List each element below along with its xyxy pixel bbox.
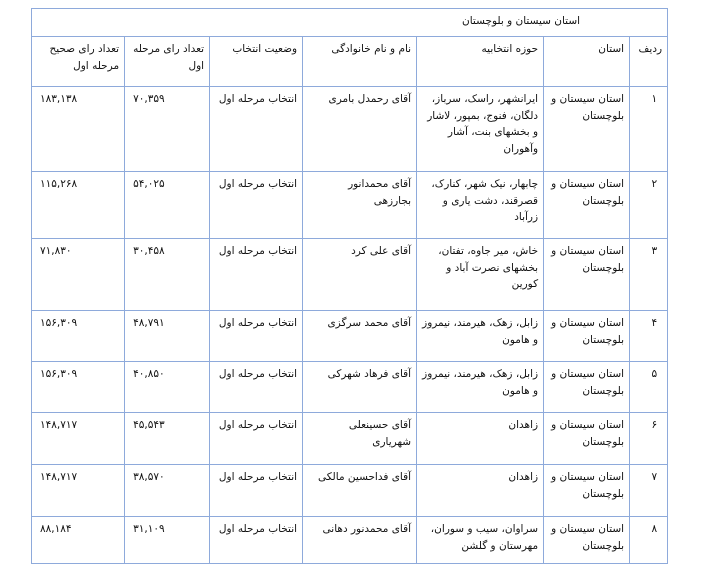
cell-status: انتخاب مرحله اول [210, 413, 303, 465]
cell-status: انتخاب مرحله اول [210, 311, 303, 362]
cell-valid-votes: ۱۴۸,۷۱۷ [32, 413, 125, 465]
cell-valid-votes: ۱۵۶,۳۰۹ [32, 311, 125, 362]
cell-status: انتخاب مرحله اول [210, 465, 303, 517]
cell-status: انتخاب مرحله اول [210, 362, 303, 413]
cell-constituency: سراوان، سیب و سوران، مهرستان و گلشن [417, 517, 544, 564]
header-valid-votes-first-round: تعداد رای صحیح مرحله اول [32, 37, 125, 87]
header-votes-first-round: تعداد رای مرحله اول [125, 37, 210, 87]
cell-province: استان سیستان و بلوچستان [544, 413, 630, 465]
cell-votes: ۳۰,۴۵۸ [125, 239, 210, 311]
cell-row-index: ۵ [630, 362, 668, 413]
cell-name: آقای فداحسین مالکی [303, 465, 417, 517]
cell-name: آقای فرهاد شهرکی [303, 362, 417, 413]
cell-constituency: زاهدان [417, 465, 544, 517]
cell-status: انتخاب مرحله اول [210, 87, 303, 172]
header-province: استان [544, 37, 630, 87]
header-constituency: حوزه انتخابیه [417, 37, 544, 87]
cell-province: استان سیستان و بلوچستان [544, 311, 630, 362]
cell-province: استان سیستان و بلوچستان [544, 517, 630, 564]
table-row [32, 172, 668, 239]
table-row [32, 413, 668, 465]
cell-valid-votes: ۸۸,۱۸۴ [32, 517, 125, 564]
cell-votes: ۴۰,۸۵۰ [125, 362, 210, 413]
cell-row-index: ۶ [630, 413, 668, 465]
cell-status: انتخاب مرحله اول [210, 517, 303, 564]
cell-province: استان سیستان و بلوچستان [544, 362, 630, 413]
cell-votes: ۵۴,۰۲۵ [125, 172, 210, 239]
cell-constituency: زابل، زهک، هیرمند، نیمروز و هامون [417, 362, 544, 413]
cell-votes: ۴۸,۷۹۱ [125, 311, 210, 362]
cell-row-index: ۳ [630, 239, 668, 311]
cell-name: آقای محمدانور بجارزهی [303, 172, 417, 239]
results-table-container [31, 8, 667, 564]
cell-name: آقای علی کرد [303, 239, 417, 311]
cell-valid-votes: ۱۸۳,۱۳۸ [32, 87, 125, 172]
header-row-index: ردیف [630, 37, 668, 87]
cell-row-index: ۷ [630, 465, 668, 517]
table-row [32, 465, 668, 517]
results-table [31, 8, 668, 564]
table-row [32, 362, 668, 413]
cell-constituency: خاش، میر جاوه، تفتان، بخشهای نصرت آباد و کورین [417, 239, 544, 311]
table-row [32, 87, 668, 172]
table-row [32, 311, 668, 362]
cell-status: انتخاب مرحله اول [210, 239, 303, 311]
cell-name: آقای رحمدل بامری [303, 87, 417, 172]
header-row [32, 37, 668, 87]
table-row [32, 517, 668, 564]
cell-constituency: ایرانشهر، راسک، سرباز، دلگان، فنوج، بمپور، لاشار و بخشهای بنت، آشار وآهوران [417, 87, 544, 172]
table-title-cell [32, 9, 668, 37]
cell-row-index: ۸ [630, 517, 668, 564]
cell-province: استان سیستان و بلوچستان [544, 465, 630, 517]
cell-constituency: چابهار، نیک شهر، کنارک، قصرقند، دشت یاری و زرآباد [417, 172, 544, 239]
cell-votes: ۴۵,۵۴۳ [125, 413, 210, 465]
cell-constituency: زابل، زهک، هیرمند، نیمروز و هامون [417, 311, 544, 362]
cell-row-index: ۱ [630, 87, 668, 172]
cell-status: انتخاب مرحله اول [210, 172, 303, 239]
cell-votes: ۷۰,۳۵۹ [125, 87, 210, 172]
cell-province: استان سیستان و بلوچستان [544, 172, 630, 239]
cell-row-index: ۲ [630, 172, 668, 239]
cell-valid-votes: ۱۴۸,۷۱۷ [32, 465, 125, 517]
cell-province: استان سیستان و بلوچستان [544, 87, 630, 172]
cell-valid-votes: ۷۱,۸۳۰ [32, 239, 125, 311]
cell-votes: ۳۱,۱۰۹ [125, 517, 210, 564]
cell-row-index: ۴ [630, 311, 668, 362]
cell-name: آقای محمدنور دهانی [303, 517, 417, 564]
cell-name: آقای حسینعلی شهریاری [303, 413, 417, 465]
cell-constituency: زاهدان [417, 413, 544, 465]
cell-name: آقای محمد سرگزی [303, 311, 417, 362]
cell-votes: ۳۸,۵۷۰ [125, 465, 210, 517]
cell-province: استان سیستان و بلوچستان [544, 239, 630, 311]
table-row [32, 239, 668, 311]
cell-valid-votes: ۱۱۵,۲۶۸ [32, 172, 125, 239]
header-name: نام و نام خانوادگی [303, 37, 417, 87]
header-status: وضعیت انتخاب [210, 37, 303, 87]
cell-valid-votes: ۱۵۶,۳۰۹ [32, 362, 125, 413]
table-title: استان سیستان و بلوچستان [462, 15, 581, 27]
